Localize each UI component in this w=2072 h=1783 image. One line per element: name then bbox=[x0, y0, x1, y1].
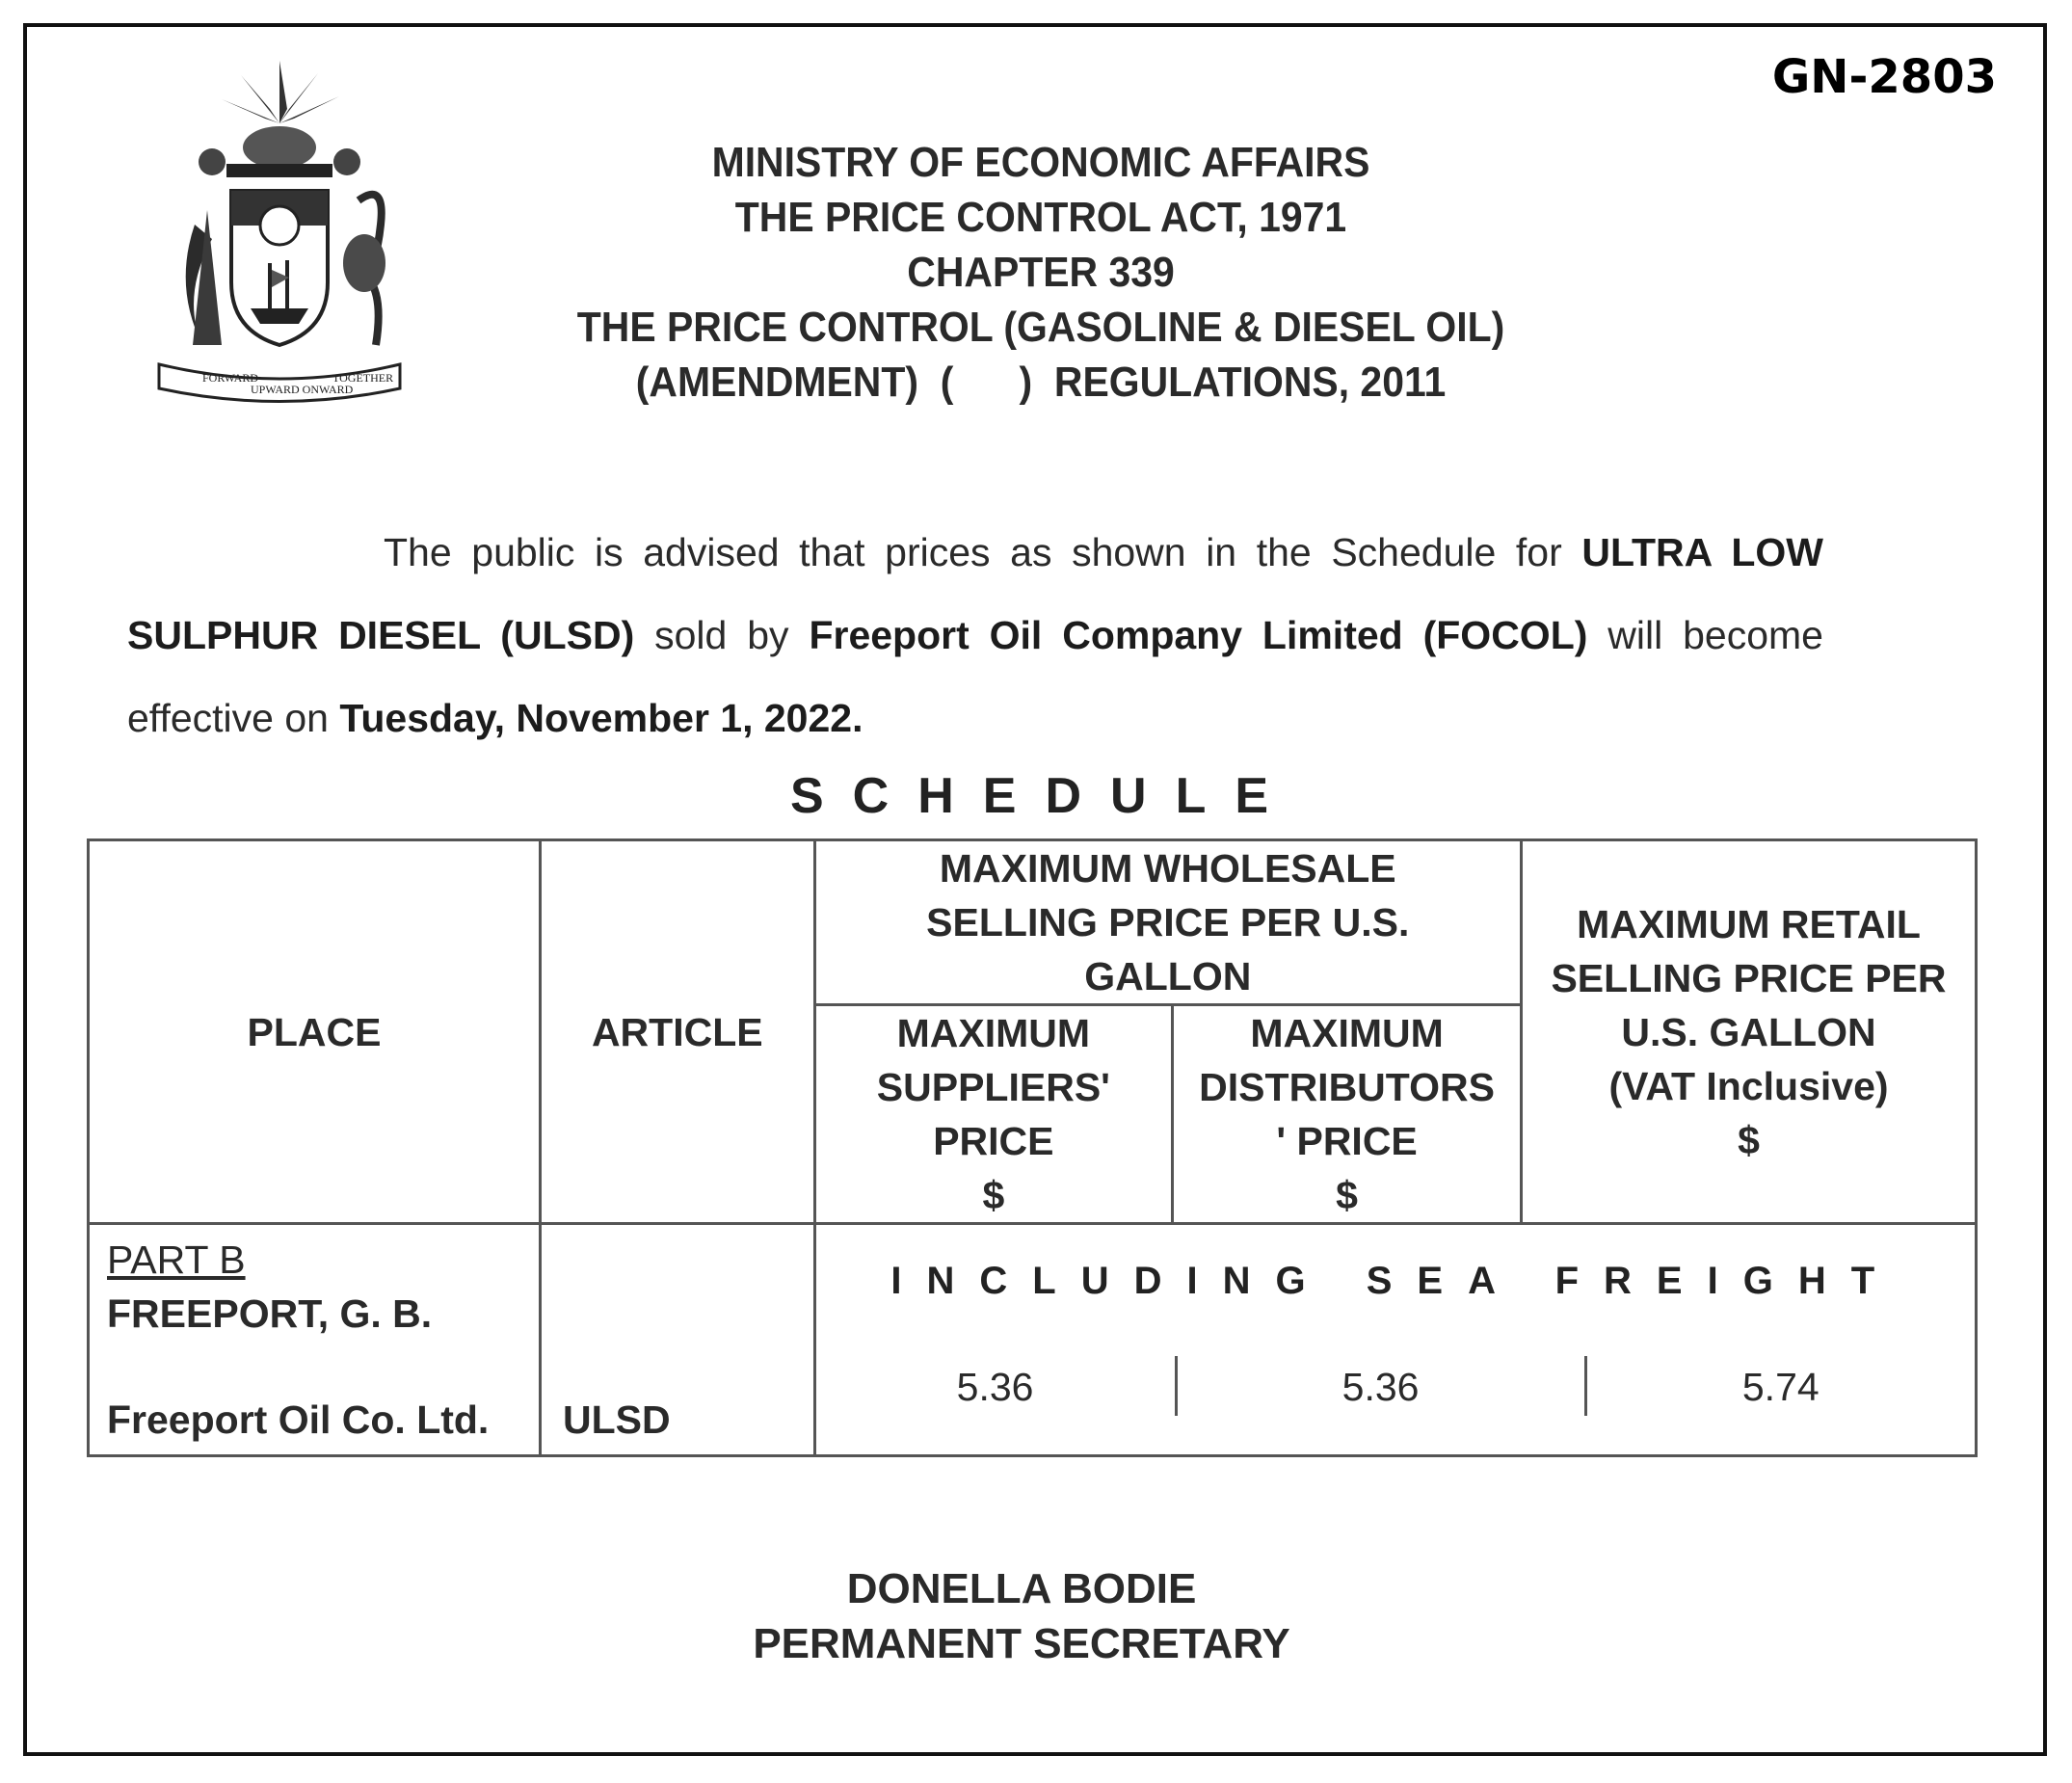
section-label: PART B bbox=[107, 1237, 246, 1282]
signature-block bbox=[675, 1561, 1368, 1671]
header-distributors-line3: ' PRICE bbox=[1276, 1119, 1418, 1163]
signatory-name: DONELLA BODIE bbox=[846, 1565, 1197, 1612]
motto-left-text: FORWARD bbox=[202, 371, 259, 385]
heading-chapter: CHAPTER 339 bbox=[907, 249, 1175, 296]
notice-heading bbox=[482, 135, 1600, 410]
notice-paragraph bbox=[127, 511, 1823, 759]
motto-right-text: TOGETHER bbox=[332, 371, 394, 385]
distributors-price-value: 5.36 bbox=[1178, 1356, 1587, 1416]
notice-company: Freeport Oil Company Limited (FOCOL) bbox=[809, 613, 1588, 657]
header-retail-line4: (VAT Inclusive) bbox=[1608, 1063, 1889, 1108]
article-cell: ULSD bbox=[541, 1224, 815, 1456]
header-distributors-line2: DISTRIBUTORS bbox=[1199, 1065, 1495, 1109]
freight-note: INCLUDING SEA FREIGHT bbox=[890, 1260, 1900, 1302]
price-values-area bbox=[814, 1224, 1976, 1456]
notice-text-part1: The public is advised that prices as shown in the Schedule for bbox=[384, 530, 1582, 574]
header-retail-line3: U.S. GALLON bbox=[1621, 1009, 1876, 1054]
signatory-title: PERMANENT SECRETARY bbox=[753, 1620, 1290, 1667]
schedule-title: SCHEDULE bbox=[790, 768, 1298, 824]
town-label: FREEPORT, G. B. bbox=[107, 1291, 433, 1336]
notice-text-part2: sold by bbox=[634, 613, 810, 657]
header-retail-line2: SELLING PRICE PER bbox=[1551, 955, 1947, 1000]
header-retail-price bbox=[1521, 840, 1976, 1224]
table-row bbox=[89, 1224, 1977, 1456]
header-place: PLACE bbox=[89, 840, 541, 1224]
header-suppliers-price bbox=[814, 1005, 1173, 1224]
place-cell bbox=[89, 1224, 541, 1456]
header-retail-line1: MAXIMUM RETAIL bbox=[1577, 901, 1921, 946]
notice-effective-date: Tuesday, November 1, 2022. bbox=[339, 696, 863, 740]
retail-price-value: 5.74 bbox=[1741, 1365, 1820, 1409]
price-schedule-table bbox=[87, 838, 1978, 1457]
heading-ministry: MINISTRY OF ECONOMIC AFFAIRS bbox=[711, 139, 1370, 186]
notice-number: GN-2803 bbox=[1771, 50, 1997, 104]
motto-center-text: UPWARD ONWARD bbox=[251, 383, 354, 396]
company-name: Freeport Oil Co. Ltd. bbox=[107, 1397, 490, 1442]
heading-regulation: THE PRICE CONTROL (GASOLINE & DIESEL OIL) bbox=[576, 304, 1505, 351]
header-suppliers-line2: SUPPLIERS' bbox=[876, 1065, 1110, 1109]
header-article: ARTICLE bbox=[541, 840, 815, 1224]
suppliers-price-value: 5.36 bbox=[816, 1356, 1178, 1416]
heading-act: THE PRICE CONTROL ACT, 1971 bbox=[734, 194, 1347, 241]
header-suppliers-line3: PRICE bbox=[933, 1119, 1054, 1163]
header-wholesale-group: MAXIMUM WHOLESALE SELLING PRICE PER U.S. GALLON bbox=[814, 840, 1521, 1005]
header-distributors-price bbox=[1173, 1005, 1522, 1224]
coat-of-arms-emblem bbox=[135, 56, 424, 403]
header-suppliers-unit: $ bbox=[982, 1173, 1005, 1217]
header-distributors-line1: MAXIMUM bbox=[1250, 1011, 1444, 1055]
notice-product: ULTRA LOW SULPHUR DIESEL (ULSD) bbox=[127, 530, 1823, 657]
header-suppliers-line1: MAXIMUM bbox=[896, 1011, 1091, 1055]
header-retail-unit: $ bbox=[1738, 1117, 1760, 1162]
heading-amendment: (AMENDMENT) ( ) REGULATIONS, 2011 bbox=[635, 359, 1447, 406]
notice-text-part3: will become effective on bbox=[127, 613, 1823, 740]
header-distributors-unit: $ bbox=[1336, 1173, 1358, 1217]
